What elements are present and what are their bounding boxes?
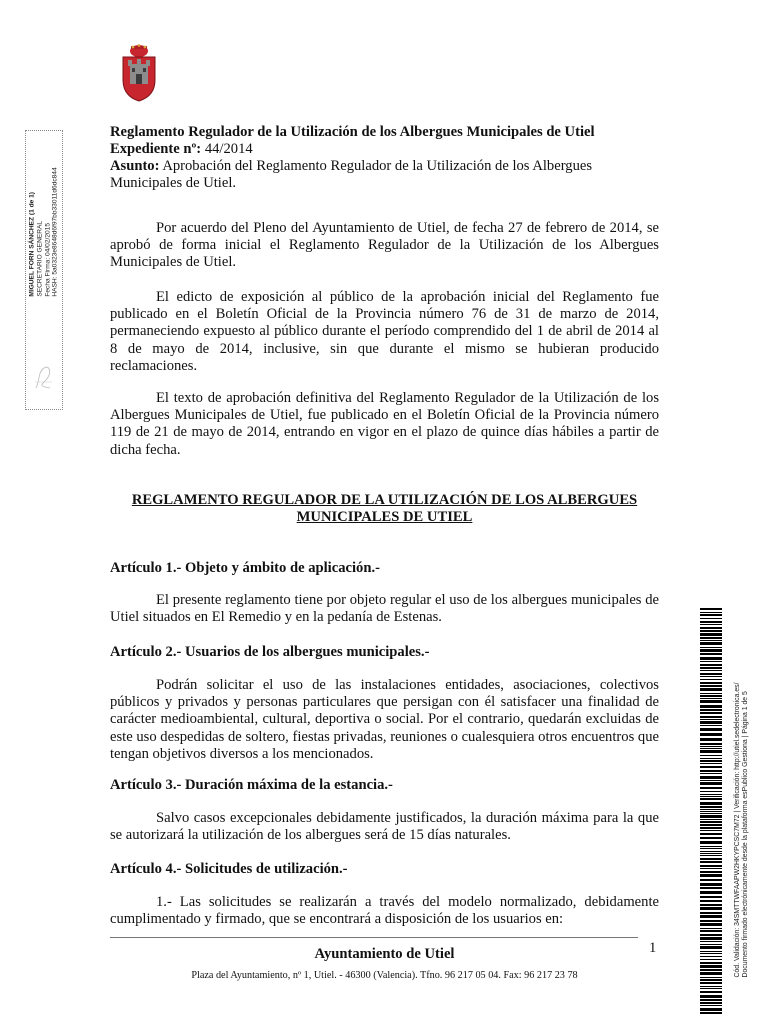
barcode-bar [700, 664, 722, 666]
barcode-bar [700, 709, 722, 711]
barcode-bar [700, 766, 722, 768]
barcode-bar [700, 874, 722, 877]
barcode-bar [700, 653, 722, 655]
barcode-bar [700, 999, 722, 1001]
footer-organization: Ayuntamiento de Utiel [314, 946, 455, 962]
barcode-bar [700, 928, 722, 929]
barcode-bar [700, 748, 722, 749]
barcode-bar [700, 962, 722, 964]
barcode-bar [700, 642, 722, 645]
barcode-bar [700, 712, 722, 714]
barcode-bar [700, 811, 722, 812]
barcode-bar [700, 830, 722, 831]
barcode-bar [700, 633, 722, 636]
document-title: Reglamento Regulador de la Utilización de los Albergues Municipales de Utiel [110, 124, 595, 140]
asunto-line: Asunto: Aprobación del Reglamento Regulador de la Utilización de los Albergues Municipales de Utiel. [110, 158, 593, 191]
barcode-bar [700, 965, 722, 968]
barcode-bar [700, 755, 722, 756]
regulation-title-line-2: MUNICIPALES DE UTIEL [296, 509, 473, 525]
barcode-bar [700, 760, 722, 762]
document-header [110, 124, 658, 192]
barcode-bar [700, 667, 722, 669]
intro-paragraph-2: El edicto de exposición al público de la aprobación inicial del Reglamento fue publicado en el Boletín Oficial de la Provincia número 76 de 31 de marzo de 2014, permaneciendo expuesto al público durante el período comprendido del 1 de abril de 2014 al 8 de mayo de 2014, inclusive, sin que durante el mismo se hubieran producido reclamaciones. [110, 289, 659, 374]
footer-address: Plaza del Ayuntamiento, nº 1, Utiel. - 46300 (Valencia). Tfno. 96 217 05 04. Fax: 96 217 23 78 [191, 970, 578, 981]
article-2-heading: Artículo 2.- Usuarios de los albergues municipales.- [110, 644, 430, 660]
footer-divider [110, 937, 638, 938]
barcode-bar [700, 861, 722, 863]
barcode-bar [700, 725, 722, 726]
barcode-bar [700, 821, 722, 823]
barcode-bar [700, 853, 722, 854]
barcode-bar [700, 685, 722, 687]
signing-platform: Documento firmado electrónicamente desde la plataforma esPublico Gestiona | Página 1 de 5 [742, 691, 749, 978]
barcode-bar [700, 923, 722, 926]
barcode-bar [700, 837, 722, 839]
signature-scribble-icon [32, 362, 56, 392]
coat-of-arms-logo [120, 42, 158, 102]
barcode-bar [700, 679, 722, 680]
barcode-bar [700, 887, 722, 889]
barcode-bar [700, 995, 722, 998]
barcode-bar [700, 912, 722, 914]
barcode-bar [700, 833, 722, 835]
barcode-bar [700, 796, 722, 797]
article-3-text: Salvo casos excepcionales debidamente justificados, la duración máxima para la que se autorizará la utilización de los albergues será de 15 días naturales. [110, 810, 659, 844]
barcode-bar [700, 846, 722, 847]
barcode-bar [700, 977, 722, 978]
signer-role: SECRETARIO GENERAL [36, 220, 44, 297]
barcode-bar [700, 627, 722, 629]
signature-hash: HASH: 5a0323e8648d6f97bb33011d6dc844 [51, 167, 59, 297]
barcode-bar [700, 956, 722, 957]
barcode-bar [700, 728, 722, 731]
barcode-bar [700, 700, 722, 703]
barcode-bar [700, 608, 722, 610]
barcode-bar [700, 988, 722, 989]
barcode-bar [700, 1005, 722, 1006]
expediente-line: Expediente nº: 44/2014 [110, 141, 253, 157]
barcode-bar [700, 827, 722, 829]
barcode-bar [700, 824, 722, 826]
barcode-bar [700, 624, 722, 625]
barcode-bar [700, 791, 722, 792]
barcode-bar [700, 733, 722, 736]
barcode-bar [700, 809, 722, 810]
barcode-bar [700, 738, 722, 741]
barcode-bar [700, 920, 722, 922]
barcode-bar [700, 614, 722, 616]
barcode-bar [700, 676, 722, 677]
article-1-heading: Artículo 1.- Objeto y ámbito de aplicación.- [110, 560, 380, 576]
barcode-bar [700, 855, 722, 856]
barcode-bar [700, 612, 722, 613]
barcode-bar [700, 959, 722, 960]
barcode-bar [700, 640, 722, 641]
article-1-text: El presente reglamento tiene por objeto regular el uso de los albergues municipales de Utiel situados en El Remedio y en la pedanía de Estenas. [110, 592, 659, 626]
barcode-bar [700, 891, 722, 894]
barcode-bar [700, 670, 722, 671]
barcode-bar [700, 972, 722, 975]
article-2-text: Podrán solicitar el uso de las instalaciones entidades, asociaciones, colectivos públicos y privados y personas particulares que persigan con él satisfacer una finalidad de carácter medioambiental, cultural, deportiva o social. Por el contrario, quedarán excluidas de este uso despedidas de soltero, fiestas privadas, reuniones o cualesquiera otros encuentros que tengan objetivos diversos a los mencionados. [110, 677, 659, 762]
barcode-bar [700, 951, 722, 952]
barcode-bar [700, 770, 722, 772]
barcode-bar [700, 688, 722, 691]
barcode-bar [700, 743, 722, 745]
barcode-bar [700, 673, 722, 675]
barcode-bar [700, 815, 722, 818]
barcode-bar [700, 1012, 722, 1014]
barcode-bar [700, 896, 722, 898]
barcode-bar [700, 868, 722, 869]
barcode-bar [700, 693, 722, 694]
article-4-text: 1.- Las solicitudes se realizarán a través del modelo normalizado, debidamente cumplimentado y firmado, que se encontrará a disposición de los usuarios en: [110, 894, 659, 928]
barcode-bar [700, 698, 722, 699]
barcode-bar [700, 695, 722, 697]
barcode-bar [700, 746, 722, 747]
barcode-bar [700, 794, 722, 795]
barcode-bar [700, 930, 722, 932]
barcode-bar [700, 647, 722, 648]
barcode-bar [700, 883, 722, 886]
barcode-bar [700, 782, 722, 785]
intro-paragraph-3: El texto de aprobación definitiva del Reglamento Regulador de la Utilización de los Albergues Municipales de Utiel, fue publicado en el Boletín Oficial de la Provincia número 119 de 21 de mayo de 2014, entrando en vigor en el plazo de quince días hábiles a partir de dicha fecha. [110, 390, 659, 458]
barcode-bar [700, 661, 722, 662]
barcode-bar [700, 813, 722, 814]
regulation-title [110, 492, 659, 526]
barcode-bar [700, 750, 722, 753]
barcode-bar [700, 941, 722, 942]
barcode-bar [700, 819, 722, 820]
barcode-bar [700, 806, 722, 808]
signer-name: MIGUEL FORN SÁNCHEZ (1 de 1) [28, 192, 36, 297]
barcode-bar [700, 871, 722, 873]
barcode-bar [700, 618, 722, 619]
barcode-bar [700, 969, 722, 971]
barcode-bar [700, 682, 722, 684]
barcode-bar [700, 776, 722, 779]
barcode-bar [700, 946, 722, 949]
page-number: 1 [649, 940, 657, 956]
barcode-bar [700, 851, 722, 852]
barcode-bar [700, 621, 722, 623]
barcode-bar [700, 991, 722, 993]
barcode-bar [700, 1002, 722, 1004]
barcode-bar [700, 915, 722, 918]
barcode-bar [700, 787, 722, 789]
barcode-bar [700, 904, 722, 906]
barcode-bar [700, 798, 722, 800]
barcode-bar [700, 841, 722, 844]
barcode-bar [700, 907, 722, 910]
barcode-bar [700, 953, 722, 954]
validation-code: Cód. Validación: 34SMTTWFAAPW2HKYPCSC7M72 | Verificación: http://utiel.sedelectronica.es/ [734, 682, 741, 978]
signature-date: Fecha Firma: 04/02/2015 [44, 222, 51, 297]
barcode-bar [700, 705, 722, 708]
barcode-bar [700, 982, 722, 984]
barcode-bar [700, 758, 722, 759]
barcode-bar [700, 944, 722, 945]
barcode-bar [700, 649, 722, 652]
barcode-bar [700, 858, 722, 860]
barcode-bar [700, 937, 722, 940]
barcode-bar [700, 979, 722, 981]
barcode-bar [700, 630, 722, 632]
barcode [700, 608, 722, 1014]
barcode-bar [700, 865, 722, 867]
barcode-bar [700, 773, 722, 774]
barcode-bar [700, 763, 722, 764]
barcode-bar [700, 719, 722, 720]
barcode-bar [700, 879, 722, 881]
barcode-bar [700, 716, 722, 718]
barcode-bar [700, 637, 722, 639]
barcode-bar [700, 657, 722, 660]
article-3-heading: Artículo 3.- Duración máxima de la estancia.- [110, 777, 393, 793]
intro-paragraph-1: Por acuerdo del Pleno del Ayuntamiento de Utiel, de fecha 27 de febrero de 2014, se aprobó de forma inicial el Reglamento Regulador de la Utilización de los Albergues Municipales de Utiel. [110, 220, 659, 271]
barcode-bar [700, 900, 722, 902]
barcode-bar [700, 986, 722, 987]
article-4-heading: Artículo 4.- Solicitudes de utilización.- [110, 861, 348, 877]
barcode-bar [700, 780, 722, 781]
barcode-bar [700, 848, 722, 849]
barcode-bar [700, 721, 722, 724]
barcode-bar [700, 802, 722, 805]
barcode-bar [700, 934, 722, 936]
barcode-bar [700, 1008, 722, 1011]
regulation-title-line-1: REGLAMENTO REGULADOR DE LA UTILIZACIÓN DE LOS ALBERGUES [131, 492, 638, 508]
